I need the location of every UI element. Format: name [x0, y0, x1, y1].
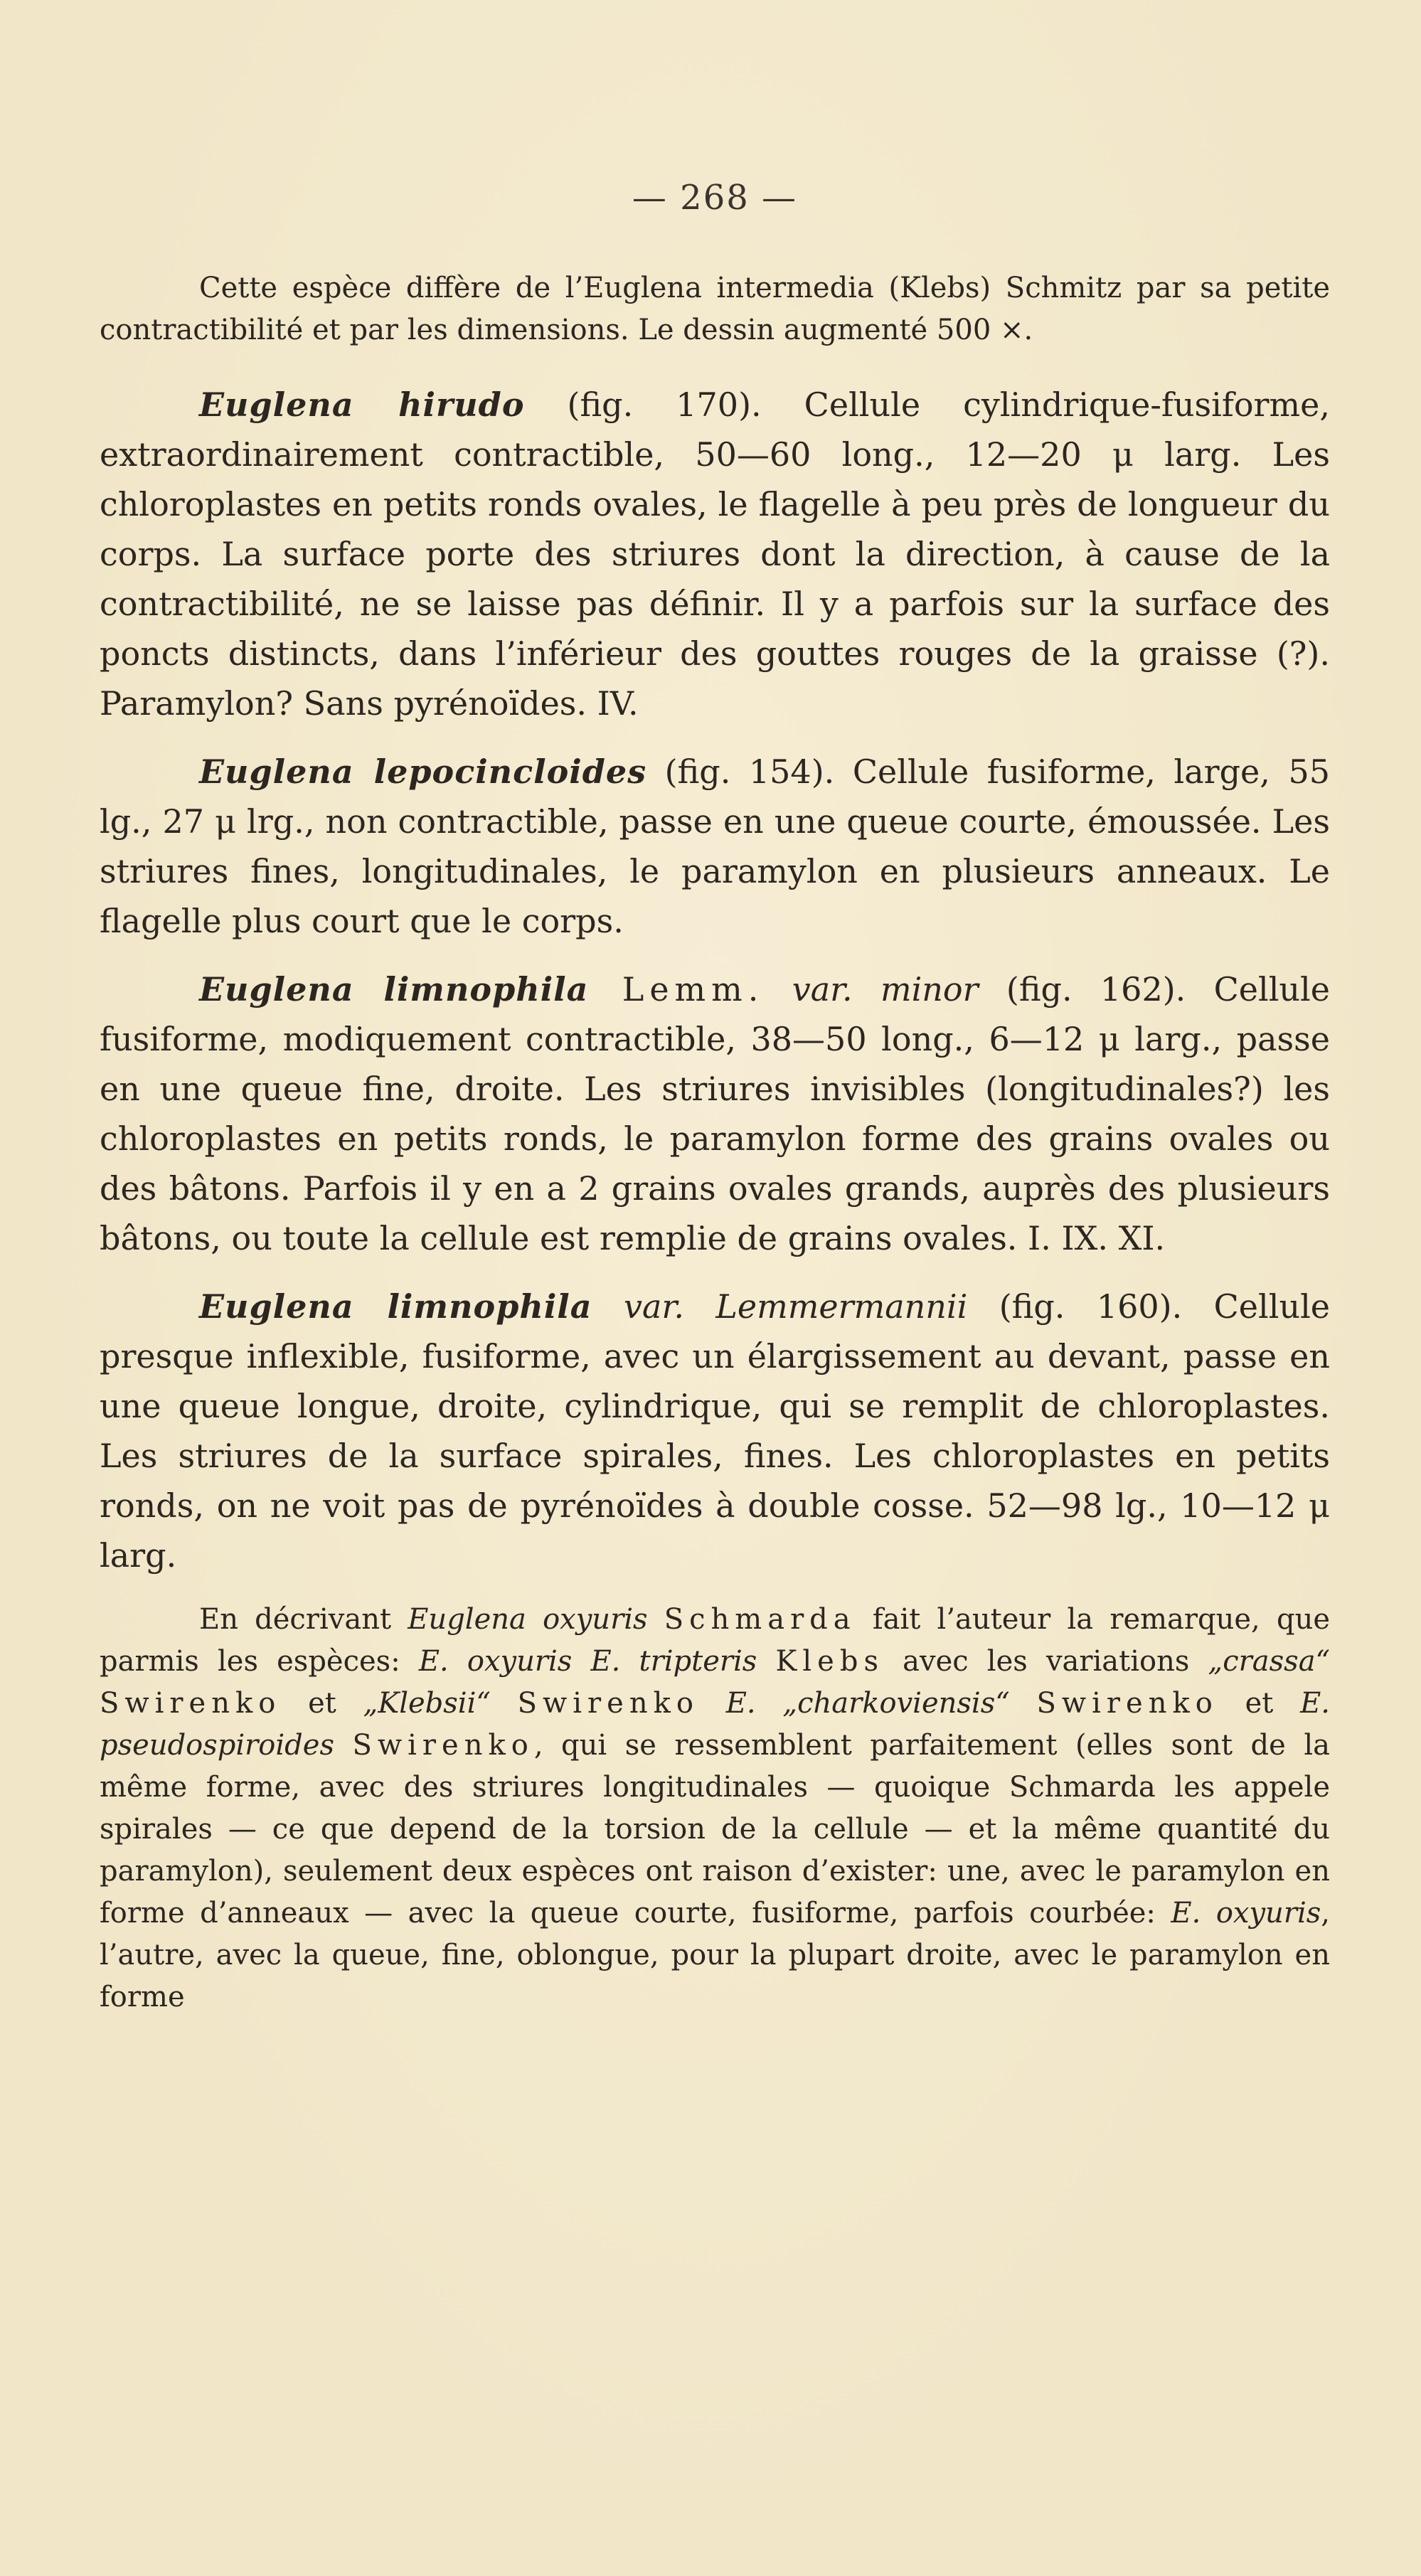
species-name: Euglena oxyuris [408, 1603, 648, 1636]
species-name: Euglena hirudo [199, 385, 525, 424]
author-name: Schmarda [664, 1603, 856, 1636]
text-run [1010, 1687, 1037, 1720]
text-run: et [281, 1687, 363, 1720]
text-run [334, 1729, 353, 1762]
species-name: Euglena lepocincloides [199, 752, 647, 791]
text-run [757, 1645, 775, 1678]
author-name: Klebs [775, 1645, 884, 1678]
page-number: — 268 — [632, 178, 798, 218]
author-name: Swirenko [517, 1687, 699, 1720]
paragraph-euglena-limnophila-lemmermannii [100, 1282, 1330, 1580]
species-description: (fig. 160). Cellule presque inflexible, fusiforme, avec un élargissement au devant, passe en une queue longue, droite, cylindrique, qui se remplit de chloroplastes. Les striures de la surface spirales, fines. Les chloroplastes en petits ronds, on ne voit pas de pyrénoïdes à double cosse. 52—98 lg., 10—12 μ larg. [100, 1287, 1330, 1575]
text-run [648, 1603, 664, 1636]
text-run: avec les variations [883, 1645, 1208, 1678]
paragraph-euglena-limnophila-minor [100, 964, 1330, 1263]
species-variety: var. Lemmermannii [592, 1287, 968, 1326]
text-run [699, 1687, 726, 1720]
text-run: fait l’auteur la remarque, que parmis les espèces: [100, 1603, 1331, 1678]
species-variety: var. minor [764, 970, 979, 1008]
text-run: En décrivant [199, 1603, 408, 1636]
species-description: (fig. 154). Cellule fusiforme, large, 55 lg., 27 μ lrg., non contractible, passe en une queue courte, émoussée. Les striures fines, longitudinales, le paramylon en plusieurs anneaux. Le flagelle plus court que le corps. [100, 752, 1330, 940]
variety-name: „Klebsii“ [363, 1687, 491, 1720]
paragraph-remarks [100, 1599, 1330, 2018]
text-run: , qui se ressemblent parfaitement (elles sont de la même forme, avec des striures longitudinales — quoique Schmarda les appele spirales — ce que depend de la torsion de la cellule — et la même quantité du paramylon), seulement deux espèces ont raison d’exister: une, avec le paramylon en forme d’anneaux — avec la queue courte, fusiforme, parfois courbée: [100, 1729, 1330, 1930]
paragraph-euglena-hirudo [100, 380, 1330, 728]
author-name: Swirenko [1036, 1687, 1218, 1720]
species-name: E. oxyuris E. tripteris [418, 1645, 757, 1678]
paragraph-euglena-lepocincloides [100, 747, 1330, 946]
paragraph-intro [100, 267, 1330, 351]
species-name: E. pseudospiroides [100, 1687, 1330, 1762]
text-run [491, 1687, 518, 1720]
species-author: Lemm. [588, 970, 765, 1008]
species-name: Euglena limnophila [199, 1287, 592, 1326]
author-name: Swirenko [352, 1729, 534, 1762]
paragraph-intro-text: Cette espèce diffère de l’Euglena intermedia (Klebs) Schmitz par sa petite contractibilité et par les dimensions. Le dessin augmenté 500 ×. [100, 272, 1330, 346]
text-run: , l’autre, avec la queue, fine, oblongue, pour la plupart droite, avec le paramylon en forme [100, 1897, 1330, 2013]
species-name: Euglena limnophila [199, 970, 589, 1008]
species-name: E. oxyuris [1171, 1897, 1321, 1930]
species-description: (fig. 170). Cellule cylindrique-fusiforme, extraordinairement contractible, 50—60 long., 12—20 μ larg. Les chloroplastes en petits ronds ovales, le flagelle à peu près de longueur du corps. La surface porte des striures dont la direction, à cause de la contractibilité, ne se laisse pas définir. Il y a parfois sur la surface des poncts distincts, dans l’inférieur des gouttes rouges de la graisse (?). Paramylon? Sans pyrénoïdes. IV. [100, 385, 1331, 723]
variety-name: „crassa“ [1208, 1645, 1330, 1678]
text-block [100, 178, 1330, 2018]
text-run: et [1218, 1687, 1301, 1720]
author-name: Swirenko [100, 1687, 282, 1720]
species-description: (fig. 162). Cellule fusiforme, modiquement contractible, 38—50 long., 6—12 μ larg., passe en une queue fine, droite. Les striures invisibles (longitudinales?) les chloroplastes en petits ronds, le paramylon forme des grains ovales ou des bâtons. Parfois il y en a 2 grains ovales grands, auprès des plusieurs bâtons, ou toute la cellule est remplie de grains ovales. I. IX. XI. [100, 970, 1330, 1257]
species-name: E. „charkoviensis“ [725, 1687, 1010, 1720]
